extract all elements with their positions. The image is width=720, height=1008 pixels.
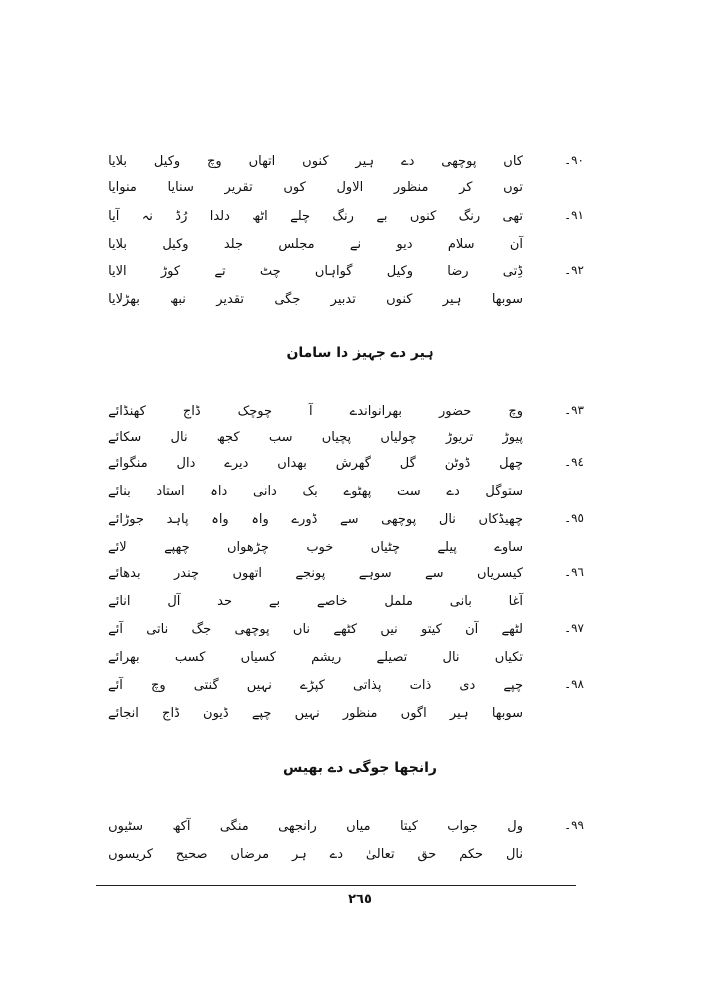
verse-word: تقدیر (216, 291, 245, 307)
verse-word: بدھائے (108, 565, 141, 581)
verse-word: وچ (508, 403, 523, 419)
verse-word: کیتو (421, 621, 442, 637)
verse-word: سکائے (108, 429, 142, 445)
verse-word: وکیل (162, 236, 189, 252)
verse-number: ٩٦۔ (564, 565, 584, 579)
verse-word: لٹھے (501, 621, 523, 637)
verse-word: حد (217, 593, 233, 609)
verse-word: چولیاں (380, 429, 417, 445)
verse-word: کریسوں (108, 846, 153, 862)
verse-word: پیلے (437, 539, 457, 555)
section-heading: رانجھا جوگی دے بھیس (283, 760, 437, 776)
verse-word: چٹیاں (370, 539, 401, 555)
verse-word: آن (465, 621, 479, 637)
verse-word: کسیاں (240, 649, 276, 665)
verse-word: ساوے (494, 539, 523, 555)
verse-word: دیرے (224, 455, 249, 471)
verse-word: وکیل (386, 263, 413, 279)
verse-line (108, 508, 523, 530)
verse-word: استاد (156, 483, 185, 499)
verse-word: آغا (508, 593, 523, 609)
footer-rule (96, 885, 576, 886)
verse-line (108, 233, 523, 255)
verse-word: تعالیٰ (365, 846, 395, 862)
verse-word: الایا (108, 263, 127, 279)
verse-word: حکم (459, 846, 484, 862)
verse-word: آ (309, 403, 313, 419)
verse-word: لائے (108, 539, 127, 555)
verse-word: سلام (447, 236, 475, 252)
verse-word: آل (167, 593, 181, 609)
verse-word: چڑھواں (227, 539, 269, 555)
verse-number: ٩٥۔ (564, 511, 584, 525)
verse-word: جگ (191, 621, 212, 637)
verse-word: دے (400, 153, 415, 169)
verse-word: کوڑ (160, 263, 181, 279)
verse-word: سوبھا (491, 705, 523, 721)
verse-word: ہیر (449, 705, 469, 721)
verse-word: رُڈ (175, 208, 188, 224)
verse-word: سوہے (358, 565, 392, 581)
verse-word: ڈِتی (502, 263, 523, 279)
verse-word: ریشم (311, 649, 342, 665)
verse-word: وکیل (153, 153, 181, 169)
verse-word: آیا (108, 208, 120, 224)
verse-word: تے (214, 263, 226, 279)
verse-line (108, 426, 523, 448)
verse-word: کنوں (409, 208, 437, 224)
verse-word: صحیح (175, 846, 208, 862)
verse-number: ٩٢۔ (564, 263, 584, 277)
verse-word: تدبیر (330, 291, 356, 307)
verse-line (108, 646, 523, 668)
verse-word: بھداں (277, 455, 307, 471)
verse-line (108, 480, 523, 502)
verse-word: وچ (207, 153, 222, 169)
verse-word: بنائے (108, 483, 131, 499)
verse-word: نہ (141, 208, 153, 224)
verse-word: وچ (151, 677, 166, 693)
verse-word: واہ (251, 511, 269, 527)
verse-number: ٩٩۔ (564, 818, 584, 832)
verse-word: آکھ (172, 818, 191, 834)
verse-word: کیتا (399, 818, 418, 834)
verse-word: دانی (252, 483, 277, 499)
verse-word: پوچھی (441, 153, 477, 169)
verse-word: واہ (211, 511, 229, 527)
verse-word: توں (503, 179, 523, 195)
verse-word: بے (268, 593, 281, 609)
verse-word: ہیر (355, 153, 375, 169)
verse-line (108, 288, 523, 310)
verse-word: نال (505, 846, 523, 862)
verse-word: نہیں (246, 677, 272, 693)
verse-word: پوچھی (381, 511, 417, 527)
verse-word: چلے (290, 208, 311, 224)
verse-word: دی (459, 677, 476, 693)
verse-word: پونجے (295, 565, 326, 581)
verse-word: نیں (380, 621, 398, 637)
verse-word: چھل (499, 455, 523, 471)
verse-word: نہیں (294, 705, 320, 721)
verse-word: چھپے (164, 539, 190, 555)
verse-word: کنوں (386, 291, 413, 307)
verse-word: مرضاں (230, 846, 270, 862)
verse-word: تکیاں (494, 649, 523, 665)
verse-word: تریوڑ (445, 429, 474, 445)
verse-word: ذات (409, 677, 432, 693)
verse-word: اگوں (400, 705, 427, 721)
verse-word: گنتی (193, 677, 219, 693)
verse-word: منظور (393, 179, 429, 195)
verse-word: سٹیوں (108, 818, 144, 834)
verse-word: حق (417, 846, 437, 862)
verse-word: نال (170, 429, 188, 445)
verse-word: چھیڈکاں (478, 511, 523, 527)
verse-word: پذاتی (352, 677, 382, 693)
verse-word: ڈیون (203, 705, 229, 721)
verse-word: دیو (396, 236, 413, 252)
verse-word: چپے (251, 705, 272, 721)
verse-word: کٹھے (333, 621, 358, 637)
verse-word: ڈورے (291, 511, 318, 527)
verse-word: نال (438, 511, 456, 527)
verse-word: جوڑائے (108, 511, 144, 527)
verse-word: جواب (447, 818, 478, 834)
page-number: ٢٦٥ (348, 892, 372, 907)
verse-word: انائے (108, 593, 131, 609)
verse-word: تقریر (224, 179, 253, 195)
verse-word: ناں (292, 621, 311, 637)
verse-word: داہ (210, 483, 228, 499)
verse-word: چوچک (237, 403, 273, 419)
verse-word: ستوگل (485, 483, 523, 499)
verse-word: منظور (342, 705, 378, 721)
verse-word: دلدا (209, 208, 230, 224)
verse-word: ناتی (146, 621, 169, 637)
verse-word: چٹ (259, 263, 281, 279)
verse-line (108, 674, 523, 696)
section-heading: ہیر دے جہیز دا سامان (286, 345, 434, 361)
verse-word: رضا (447, 263, 469, 279)
verse-word: ڈاج (182, 403, 201, 419)
verse-word: نبھ (170, 291, 186, 307)
verse-word: کنوں (302, 153, 329, 169)
verse-word: اٹھ (252, 208, 268, 224)
verse-word: منوایا (108, 179, 137, 195)
verse-word: نے (349, 236, 362, 252)
verse-word: جلد (223, 236, 244, 252)
verse-word: ہر (291, 846, 307, 862)
verse-word: کجھ (216, 429, 240, 445)
verse-word: ڈوٹن (444, 455, 471, 471)
verse-word: تھی (502, 208, 523, 224)
verse-word: ست (397, 483, 421, 499)
verse-word: اتھاں (248, 153, 276, 169)
verse-word: نال (442, 649, 460, 665)
verse-line (108, 150, 523, 172)
verse-word: آئے (108, 621, 123, 637)
verse-word: سنایا (167, 179, 194, 195)
verse-word: خوب (306, 539, 334, 555)
verse-line (108, 590, 523, 612)
verse-line (108, 702, 523, 724)
verse-word: ململ (384, 593, 413, 609)
verse-line (108, 452, 523, 474)
verse-word: دال (176, 455, 196, 471)
verse-word: ڈاج (162, 705, 180, 721)
verse-number: ٩٤۔ (564, 455, 584, 469)
verse-line (108, 618, 523, 640)
verse-word: پاہد (166, 511, 189, 527)
verse-word: مجلس (278, 236, 315, 252)
verse-word: پھٹوے (343, 483, 372, 499)
verse-number: ٩٠۔ (564, 153, 584, 167)
verse-word: گل (399, 455, 416, 471)
verse-number: ٩١۔ (564, 208, 584, 222)
verse-word: کپڑے (299, 677, 325, 693)
verse-word: پچیاں (321, 429, 352, 445)
verse-word: آئے (108, 677, 123, 693)
verse-word: کیسریاں (476, 565, 523, 581)
verse-word: تصیلے (376, 649, 408, 665)
verse-word: کوں (283, 179, 306, 195)
verse-word: پوچھی (234, 621, 270, 637)
verse-number: ٩٣۔ (564, 403, 584, 417)
verse-word: جگی (274, 291, 301, 307)
verse-word: سوبھا (491, 291, 523, 307)
verse-word: آن (509, 236, 523, 252)
verse-word: اتھوں (232, 565, 262, 581)
verse-number: ٩٧۔ (564, 621, 584, 635)
verse-word: بلایا (108, 236, 128, 252)
verse-line (108, 815, 523, 837)
verse-word: پیوڑ (502, 429, 523, 445)
verse-word: خاصے (316, 593, 348, 609)
verse-word: رنگ (458, 208, 481, 224)
verse-word: کاں (503, 153, 523, 169)
verse-word: منگوائے (108, 455, 148, 471)
verse-line (108, 843, 523, 865)
verse-word: رانجھی (278, 818, 317, 834)
verse-word: بک (302, 483, 318, 499)
verse-word: بے (376, 208, 388, 224)
verse-word: ول (507, 818, 523, 834)
verse-word: دے (329, 846, 344, 862)
verse-word: الاول (336, 179, 364, 195)
verse-word: سے (425, 565, 444, 581)
verse-word: ہیر (442, 291, 462, 307)
verse-line (108, 205, 523, 227)
verse-word: بانی (449, 593, 472, 609)
verse-word: چندر (173, 565, 200, 581)
verse-word: چپے (503, 677, 523, 693)
verse-word: کھنڈائے (108, 403, 146, 419)
verse-word: منگی (219, 818, 249, 834)
verse-word: حضور (439, 403, 472, 419)
verse-line (108, 176, 523, 198)
verse-line (108, 536, 523, 558)
verse-word: رنگ (332, 208, 354, 224)
verse-word: انجائے (108, 705, 139, 721)
verse-word: میاں (346, 818, 371, 834)
verse-word: سب (268, 429, 293, 445)
verse-line (108, 400, 523, 422)
verse-word: سے (339, 511, 359, 527)
verse-word: گواہاں (314, 263, 353, 279)
verse-word: گھرش (335, 455, 371, 471)
verse-line (108, 260, 523, 282)
verse-word: دے (446, 483, 460, 499)
verse-word: بھڑلایا (108, 291, 140, 307)
verse-word: بھرانواندے (349, 403, 403, 419)
verse-line (108, 562, 523, 584)
verse-word: کر (459, 179, 473, 195)
verse-word: بھرائے (108, 649, 140, 665)
verse-number: ٩٨۔ (564, 677, 584, 691)
verse-word: کسب (174, 649, 206, 665)
verse-word: بلایا (108, 153, 128, 169)
